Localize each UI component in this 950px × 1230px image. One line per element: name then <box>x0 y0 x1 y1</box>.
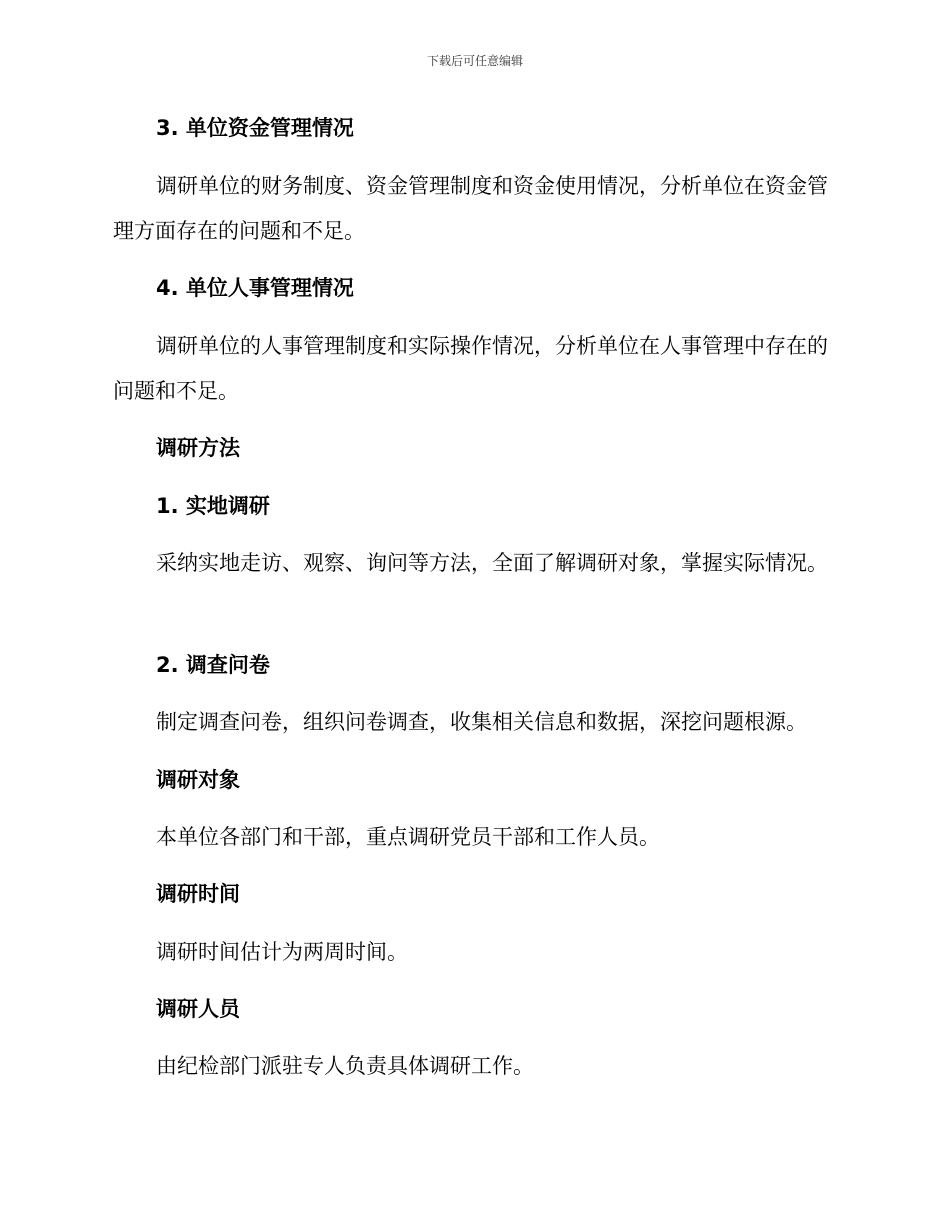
section-heading-personnel-management: 4. 单位人事管理情况 <box>156 276 354 300</box>
header-note: 下载后可任意编辑 <box>426 54 523 68</box>
paragraph-research-subjects: 本单位各部门和干部，重点调研党员干部和工作人员。 <box>156 825 660 849</box>
paragraph-personnel-management: 调研单位的人事管理制度和实际操作情况，分析单位在人事管理中存在的问题和不足。 <box>113 334 828 403</box>
section-heading-questionnaire: 2. 调查问卷 <box>156 653 270 677</box>
section-heading-research-staff: 调研人员 <box>156 997 240 1021</box>
paragraph-field-research: 采纳实地走访、观察、询问等方法，全面了解调研对象，掌握实际情况。 <box>156 551 828 575</box>
paragraph-questionnaire: 制定调查问卷，组织问卷调查，收集相关信息和数据，深挖问题根源。 <box>156 710 807 734</box>
paragraph-research-time: 调研时间估计为两周时间。 <box>156 940 408 964</box>
section-heading-field-research: 1. 实地调研 <box>156 494 270 518</box>
section-heading-research-methods: 调研方法 <box>156 436 240 460</box>
section-heading-fund-management: 3. 单位资金管理情况 <box>156 116 354 140</box>
paragraph-fund-management: 调研单位的财务制度、资金管理制度和资金使用情况，分析单位在资金管理方面存在的问题和不足。 <box>113 174 828 243</box>
section-heading-research-subjects: 调研对象 <box>156 768 240 792</box>
paragraph-research-staff: 由纪检部门派驻专人负责具体调研工作。 <box>156 1054 534 1078</box>
section-heading-research-time: 调研时间 <box>156 882 240 906</box>
